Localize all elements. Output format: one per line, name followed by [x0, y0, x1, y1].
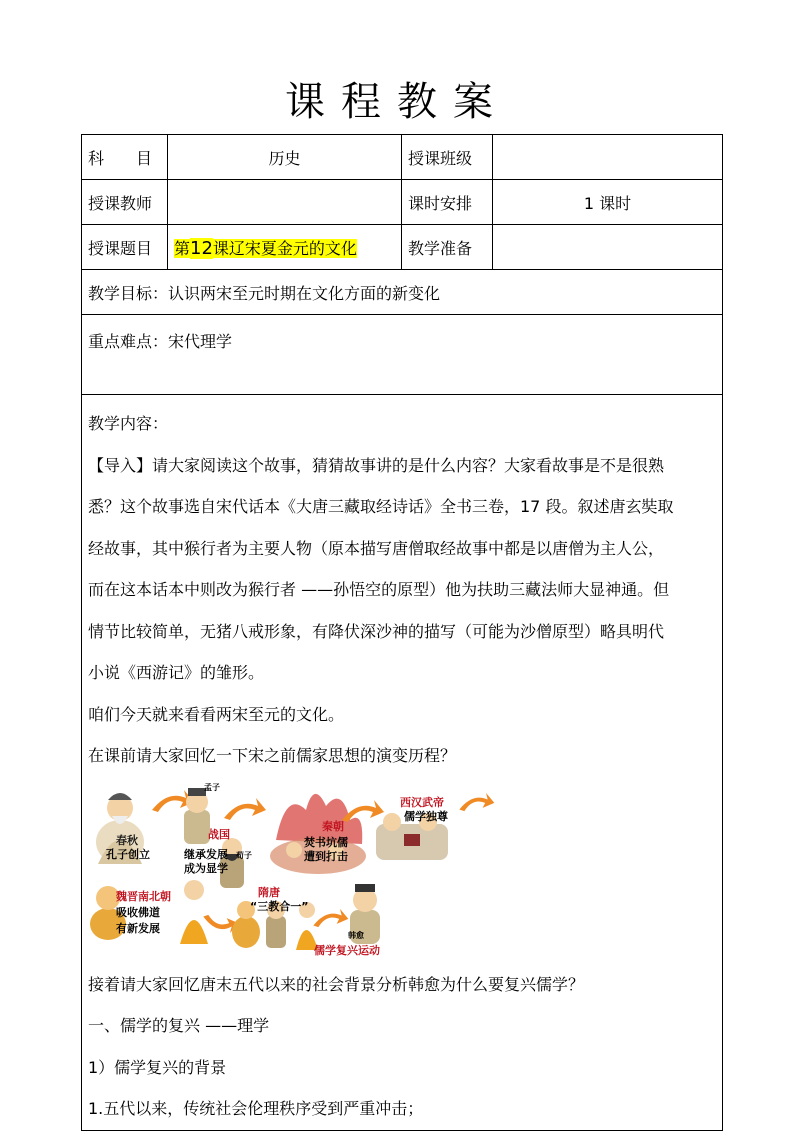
sub-heading: 1）儒学复兴的背景 — [88, 1057, 227, 1077]
topic-label: 授课题目 — [82, 225, 168, 270]
intro-line: 悉？这个故事选自宋代话本《大唐三藏取经诗话》全书三卷，17 段。叙述唐玄奘取 — [88, 497, 674, 516]
section-heading: 一、儒学的复兴 ——理学 — [88, 1016, 270, 1035]
caption-suppressed: 遭到打击 — [304, 849, 348, 863]
caption-mencius: 孟子 — [204, 782, 220, 792]
class-value[interactable] — [493, 135, 723, 180]
caption-new-dev: 有新发展 — [116, 921, 160, 935]
caption-xunzi: 荀子 — [236, 850, 252, 860]
lesson-plan-table — [81, 134, 723, 1131]
today-line: 咱们今天就来看看两宋至元的文化。 — [88, 704, 345, 724]
topic-prefix: 第 — [174, 238, 191, 258]
teaching-goal: 教学目标：认识两宋至元时期在文化方面的新变化 — [82, 270, 723, 315]
caption-revival: 儒学复兴运动 — [314, 943, 380, 957]
topic-suffix: 课辽宋夏金元的文化 — [212, 238, 357, 258]
table-row — [82, 270, 723, 315]
arrow-icon — [220, 796, 268, 822]
caption-western-han: 西汉武帝 — [400, 795, 444, 809]
confucianism-evolution-illustration — [86, 780, 496, 960]
period-value: 1 课时 — [493, 180, 723, 225]
caption-inherit: 继承发展 — [184, 847, 228, 861]
caption-prominent: 成为显学 — [184, 861, 228, 875]
point-line: 1.五代以来，传统社会伦理秩序受到严重冲击； — [88, 1099, 424, 1118]
intro-line: 小说《西游记》的雏形。 — [88, 663, 265, 682]
teaching-content — [82, 395, 723, 1131]
caption-absorb: 吸收佛道 — [116, 905, 160, 919]
key-points: 重点难点：宋代理学 — [82, 315, 723, 395]
subject-value: 历史 — [168, 135, 402, 180]
intro-line: 【导入】请大家阅读这个故事，猜猜故事讲的是什么内容？大家看故事是不是很熟 — [88, 455, 665, 475]
table-row — [82, 135, 723, 180]
topic-value — [168, 225, 402, 270]
caption-warring-states: 战国 — [208, 827, 230, 841]
period-label: 课时安排 — [402, 180, 493, 225]
subject-label: 科 目 — [82, 135, 168, 180]
content-heading: 教学内容： — [88, 414, 169, 433]
table-row — [82, 315, 723, 395]
caption-confucius: 孔子创立 — [106, 847, 150, 861]
caption-spring-autumn: 春秋 — [116, 833, 138, 847]
topic-number: 12 — [190, 237, 213, 259]
intro-line: 经故事，其中猴行者为主要人物（原本描写唐僧取经故事中都是以唐僧为主人公， — [88, 538, 665, 558]
class-label: 授课班级 — [402, 135, 493, 180]
teacher-value[interactable] — [168, 180, 402, 225]
caption-sole-respect: 儒学独尊 — [404, 809, 448, 823]
caption-sui-tang: 隋唐 — [258, 885, 280, 899]
prep-value[interactable] — [493, 225, 723, 270]
recall-line: 在课前请大家回忆一下宋之前儒家思想的演变历程？ — [88, 746, 457, 765]
intro-line: 而在这本话本中则改为猴行者 ——孙悟空的原型）他为扶助三藏法师大显神通。但 — [88, 580, 670, 599]
prep-label: 教学准备 — [402, 225, 493, 270]
caption-wei-jin: 魏晋南北朝 — [116, 889, 171, 903]
page-title: 课程教案 — [285, 79, 509, 125]
question-line: 接着请大家回忆唐末五代以来的社会背景分析韩愈为什么要复兴儒学？ — [88, 974, 585, 994]
intro-line: 情节比较简单，无猪八戒形象，有降伏深沙神的描写（可能为沙僧原型）略具明代 — [88, 621, 665, 641]
table-row — [82, 395, 723, 1131]
caption-han-yu: 韩愈 — [348, 930, 364, 940]
caption-burn-books: 焚书坑儒 — [304, 835, 348, 849]
arrow-icon — [456, 790, 496, 814]
caption-qin: 秦朝 — [322, 819, 344, 833]
caption-three-in-one: “三教合一” — [250, 899, 309, 913]
teacher-label: 授课教师 — [82, 180, 168, 225]
table-row — [82, 180, 723, 225]
table-row — [82, 225, 723, 270]
